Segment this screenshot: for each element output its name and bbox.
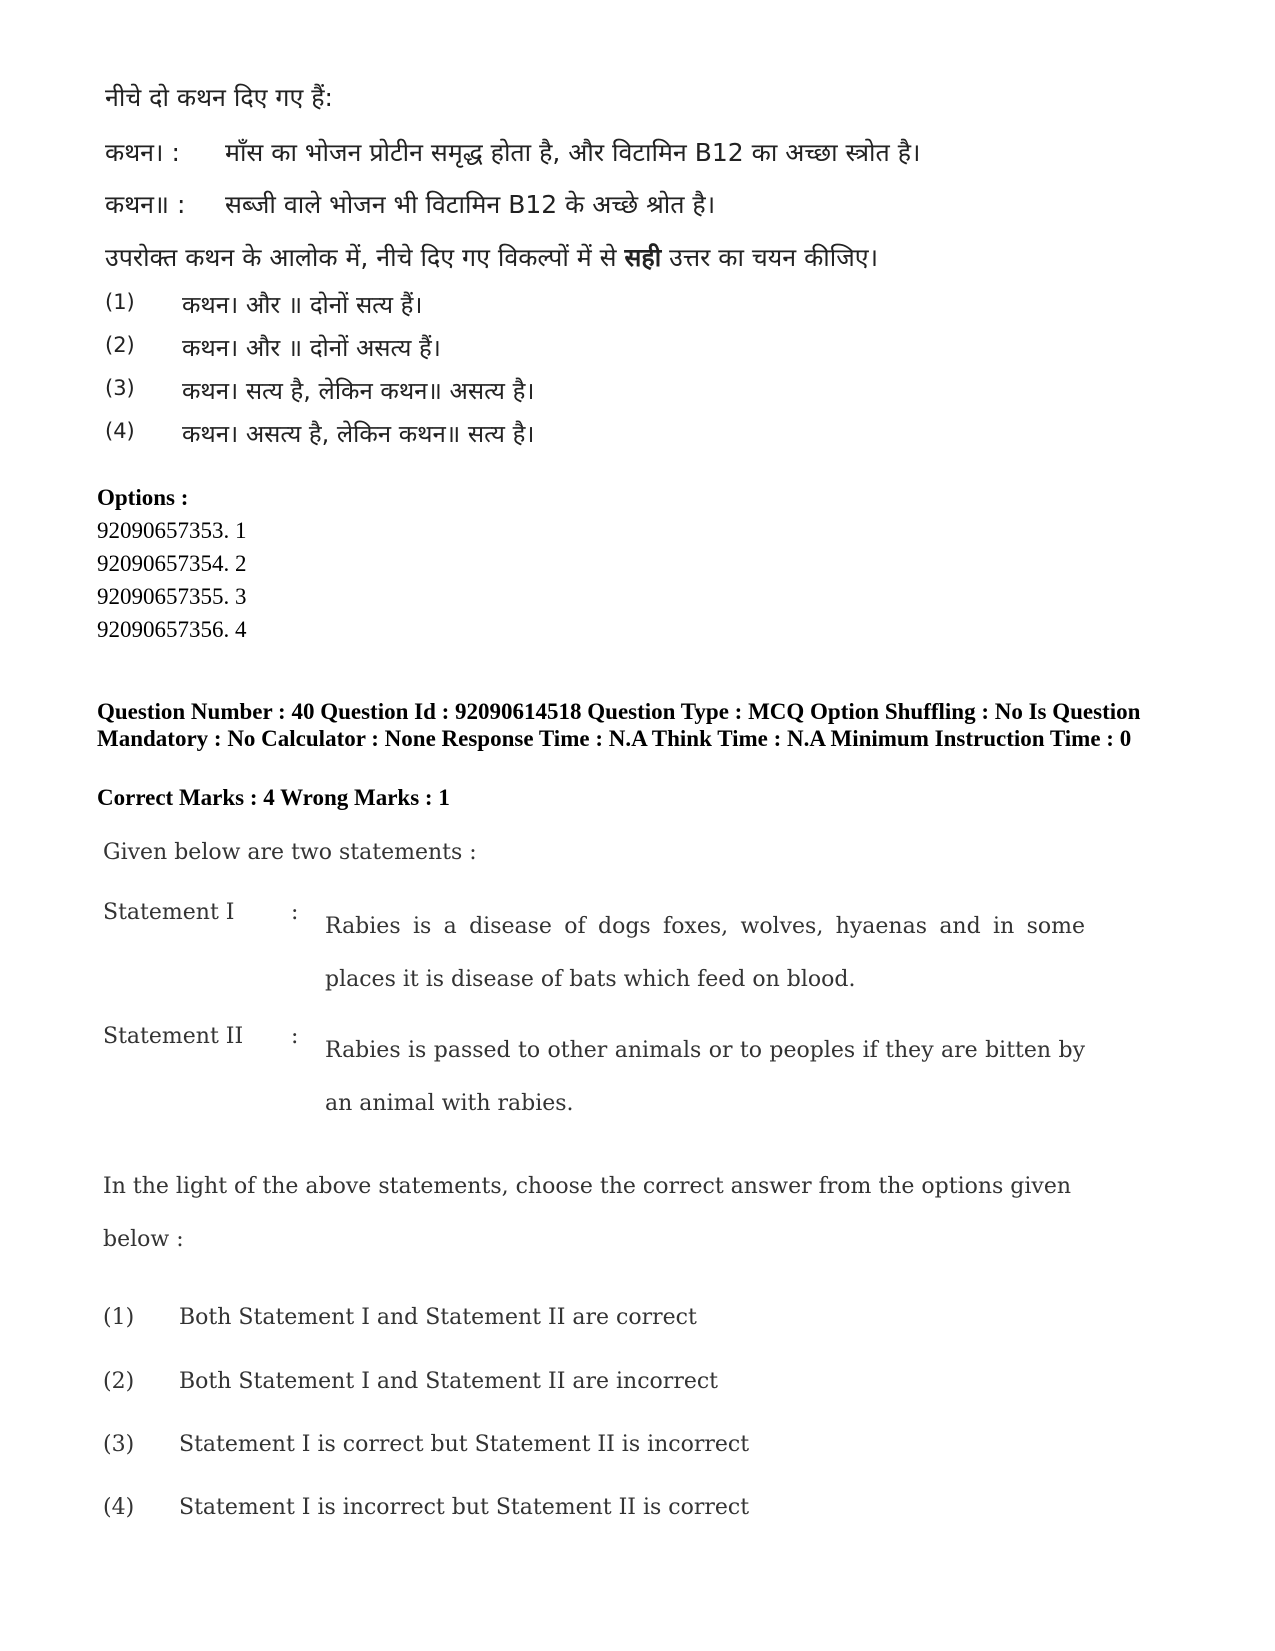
hindi-option-number: (3) xyxy=(105,376,135,400)
hindi-option-number: (4) xyxy=(105,419,135,443)
hindi-intro: नीचे दो कथन दिए गए हैं: xyxy=(105,83,333,112)
hindi-option-text: कथन। और ॥ दोनों असत्य हैं। xyxy=(182,334,441,362)
hindi-option-number: (1) xyxy=(105,290,135,314)
option-id-line: 92090657356. 4 xyxy=(97,617,247,642)
hindi-instruction xyxy=(105,240,878,274)
hindi-option-number: (2) xyxy=(105,333,135,357)
english-option-text: Both Statement I and Statement II are incorrect xyxy=(179,1369,719,1394)
english-option-number: (4) xyxy=(103,1495,135,1520)
english-intro: Given below are two statements : xyxy=(103,840,477,865)
hindi-instruction-after: उत्तर का चयन कीजिए। xyxy=(661,243,879,272)
english-instruction: In the light of the above statements, choose the correct answer from the options given below : xyxy=(103,1174,1072,1252)
hindi-instruction-bold: सही xyxy=(624,243,662,272)
english-option-text: Statement I is correct but Statement II is incorrect xyxy=(179,1432,750,1457)
hindi-instruction-before: उपरोक्त कथन के आलोक में, नीचे दिए गए विकल्पों में से xyxy=(105,243,625,272)
english-statement-1-label: Statement I xyxy=(103,900,235,925)
hindi-option-text: कथन। सत्य है, लेकिन कथन॥ असत्य है। xyxy=(182,377,535,405)
hindi-statement-2-label: कथन॥ : xyxy=(105,190,186,219)
english-statement-1-colon: : xyxy=(291,900,299,925)
option-id-line: 92090657355. 3 xyxy=(97,584,247,609)
english-statement-1-text: Rabies is a disease of dogs foxes, wolves, hyaenas and in some places it is disease of bats which feed on blood. xyxy=(325,914,1085,992)
question-marks: Correct Marks : 4 Wrong Marks : 1 xyxy=(97,785,450,810)
english-option-number: (3) xyxy=(103,1432,135,1457)
option-id-line: 92090657353. 1 xyxy=(97,518,247,543)
english-option-number: (1) xyxy=(103,1305,135,1330)
option-id-line: 92090657354. 2 xyxy=(97,551,247,576)
options-title: Options : xyxy=(97,485,189,510)
english-statement-2-text: Rabies is passed to other animals or to peoples if they are bitten by an animal with rabies. xyxy=(325,1038,1085,1116)
question-details: Question Number : 40 Question Id : 92090614518 Question Type : MCQ Option Shuffling : No Is Question Mandatory : No Calculator : None Response Time : N.A Think Time : N.A Minimum Instruction Time : 0 xyxy=(97,699,1141,751)
hindi-statement-1-label: कथन। : xyxy=(105,138,180,167)
english-option-text: Both Statement I and Statement II are correct xyxy=(179,1305,697,1330)
english-option-number: (2) xyxy=(103,1369,135,1394)
english-option-text: Statement I is incorrect but Statement II is correct xyxy=(179,1495,750,1520)
hindi-option-text: कथन। असत्य है, लेकिन कथन॥ सत्य है। xyxy=(182,420,535,448)
hindi-statement-2-text: सब्जी वाले भोजन भी विटामिन B12 के अच्छे श्रोत है। xyxy=(225,190,716,219)
hindi-option-text: कथन। और ॥ दोनों सत्य हैं। xyxy=(182,291,423,319)
hindi-statement-1-text: माँस का भोजन प्रोटीन समृद्ध होता है, और विटामिन B12 का अच्छा स्त्रोत है। xyxy=(225,138,921,167)
english-statement-2-colon: : xyxy=(291,1024,299,1049)
english-statement-2-label: Statement II xyxy=(103,1024,244,1049)
